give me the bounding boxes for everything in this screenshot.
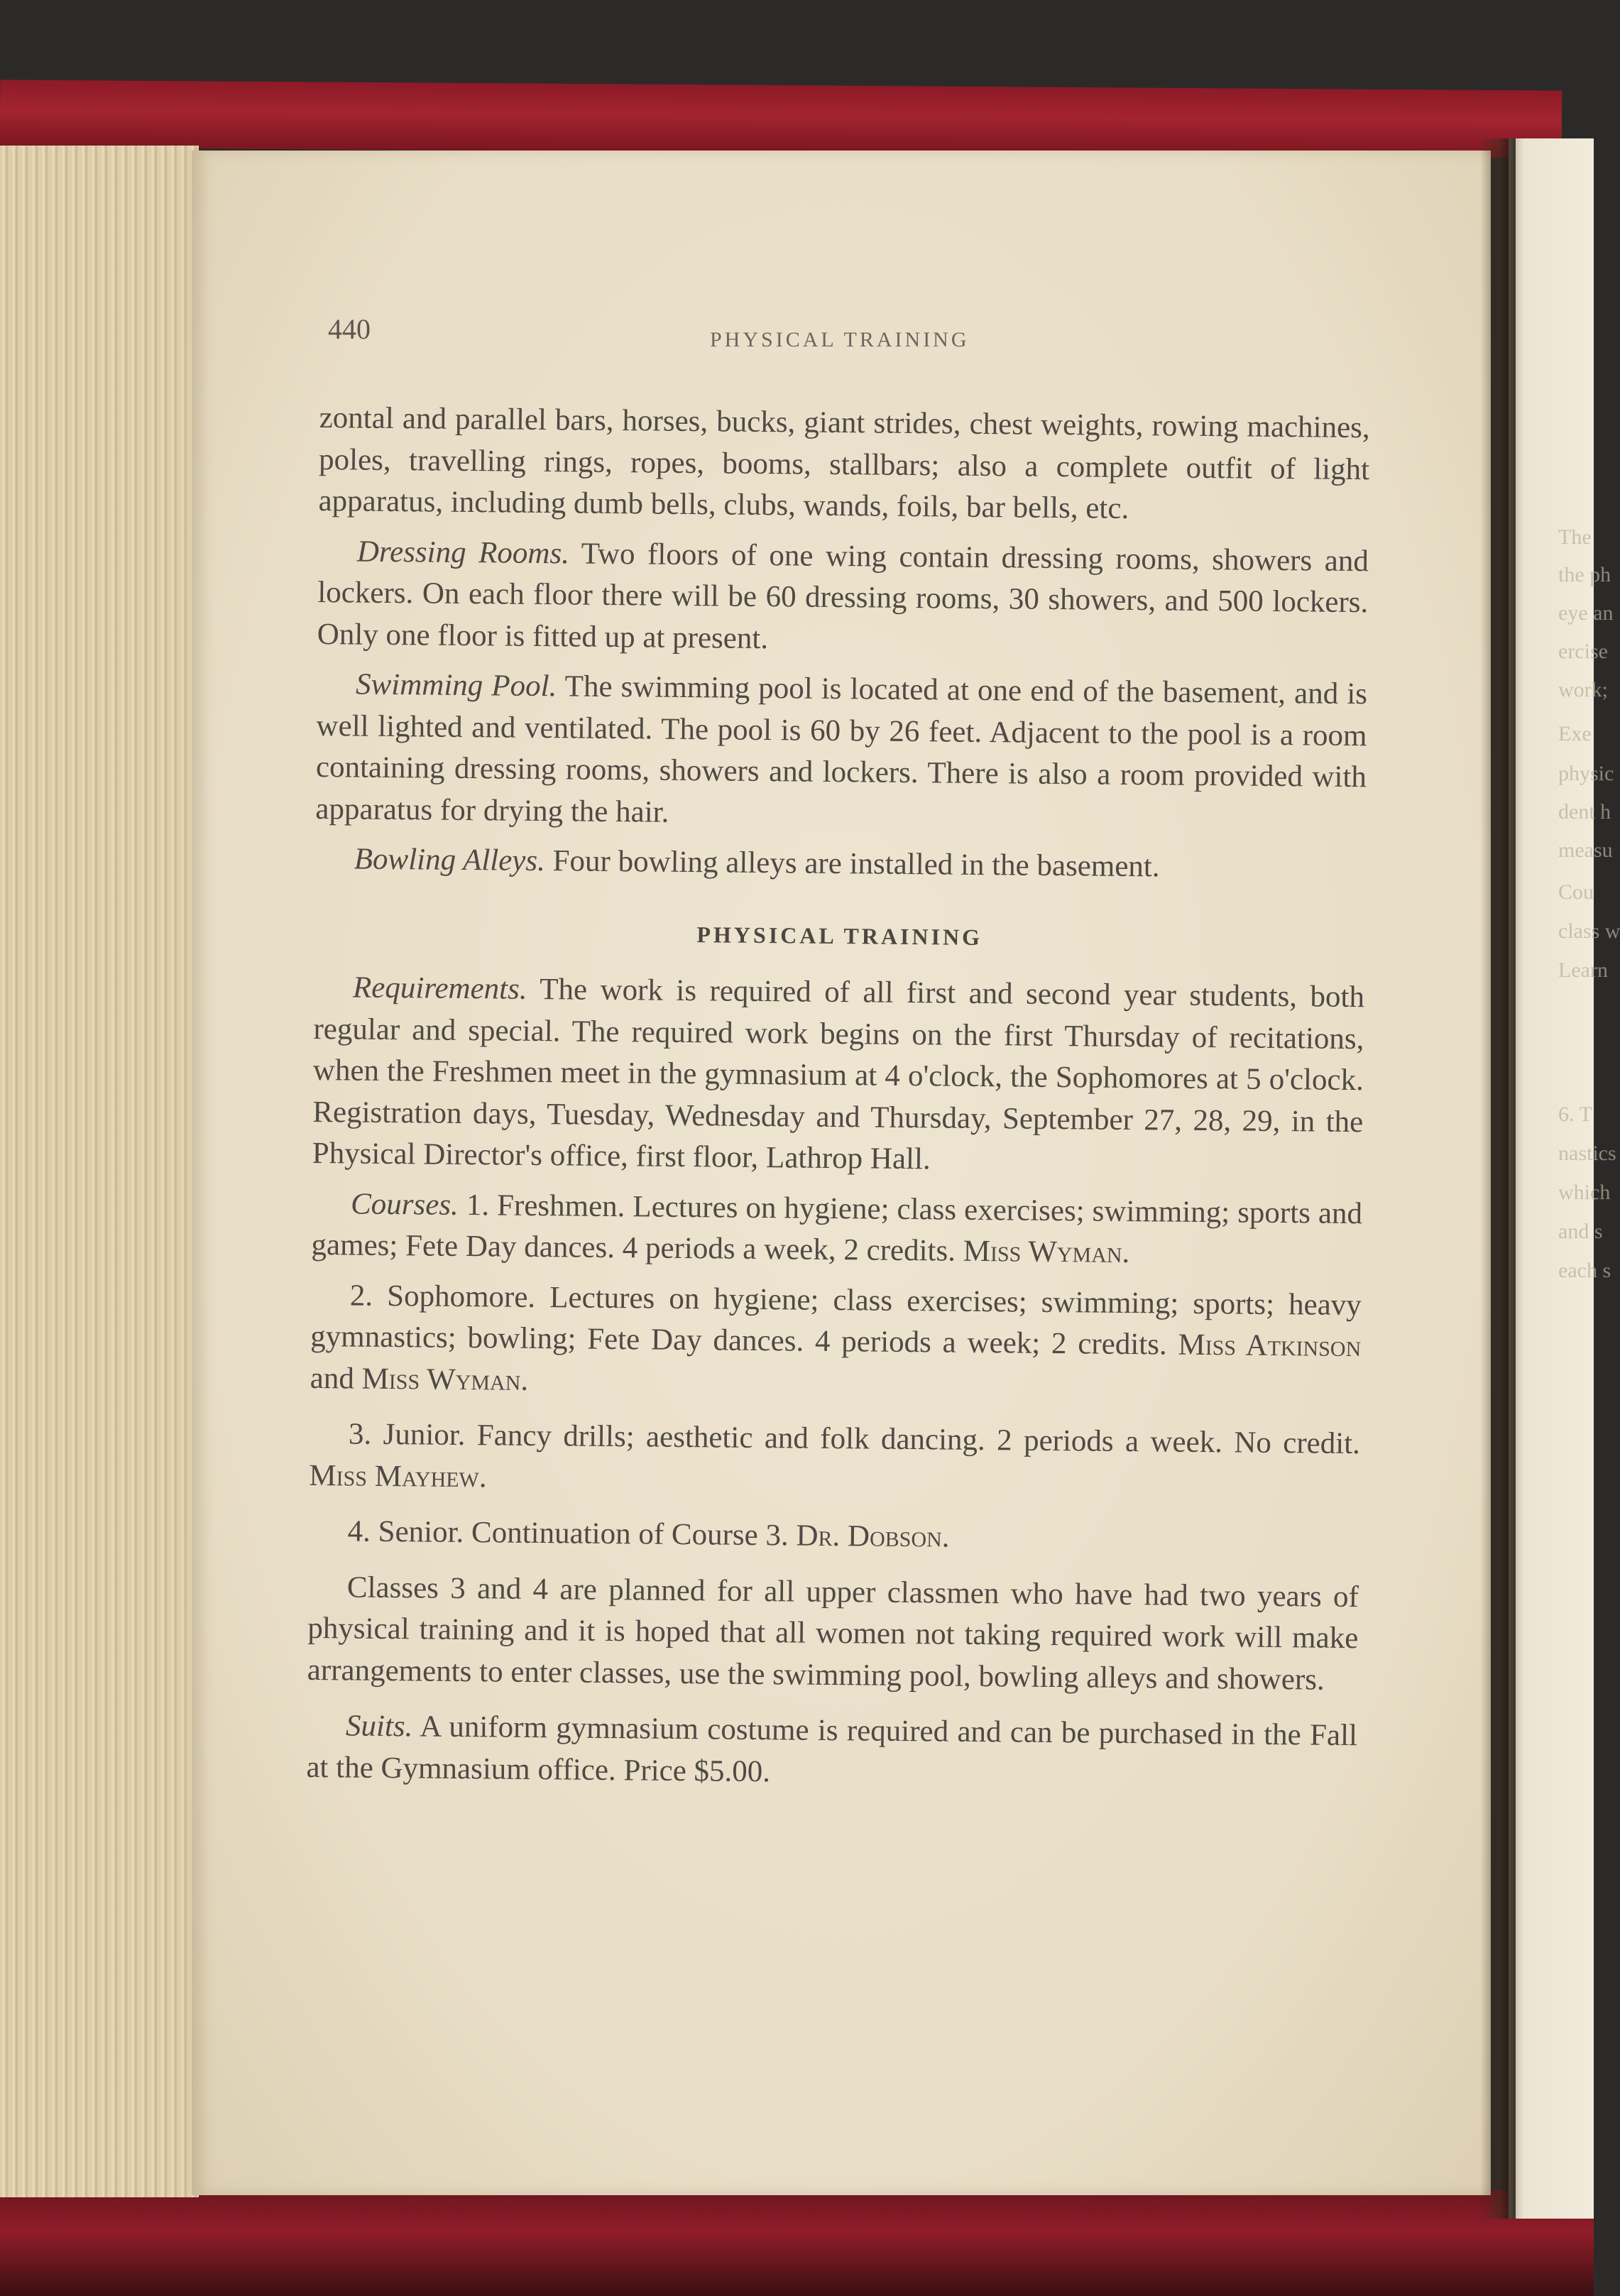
facing-fragment: dent h <box>1558 800 1611 824</box>
paragraph-text: The swimming pool is located at one end of the basement, and is well lighted and ventilated. The pool is 60 by 26 feet. Adjacent to the pool is a room containing dressing rooms, showers and lockers. There is also a room provided with apparatus for drying the hair. <box>315 669 1368 829</box>
paragraph-suits <box>306 1705 1357 1798</box>
red-cover-bottom <box>0 2190 1594 2296</box>
facing-fragment: nastics <box>1558 1142 1616 1165</box>
paragraph-text: 2. Sophomore. Lectures on hygiene; class exercises; swimming; sports; heavy gymnastics; bowling; Fete Day dances. 4 periods a week; 2 credits. <box>310 1278 1362 1362</box>
instructor-name: Miss Mayhew. <box>309 1458 487 1494</box>
paragraph-bowling-alleys <box>314 838 1365 890</box>
facing-fragment: Exe <box>1558 722 1592 745</box>
conjunction: and <box>310 1361 355 1396</box>
facing-fragment: ercise <box>1558 640 1608 663</box>
red-cover-top <box>0 80 1562 158</box>
paragraph-swimming-pool <box>315 664 1367 840</box>
page-number: 440 <box>328 313 371 345</box>
paragraph-text: 3. Junior. Fancy drills; aesthetic and folk dancing. 2 periods a week. No credit. <box>348 1417 1361 1461</box>
facing-page <box>1509 138 1620 2219</box>
facing-fragment: and s <box>1558 1220 1603 1243</box>
run-in-heading: Suits. <box>345 1709 413 1744</box>
paragraph-text: The work is required of all first and second year students, both regular and special. The required work begins on the first Thursday of recitations, when the Freshmen meet in the gymnasium at 4 o'clock, the Sophomores at 5 o'clock. Registration days, Tuesday, Wednesday and Thursday, September 27, 28, 29, in the Physical Director's office, first floor, Lathrop Hall. <box>312 973 1365 1176</box>
instructor-name: Miss Wyman. <box>361 1362 529 1397</box>
paragraph-text: Four bowling alleys are installed in the basement. <box>552 844 1160 884</box>
run-in-heading: Swimming Pool. <box>355 667 557 704</box>
paragraph-requirements <box>312 967 1364 1185</box>
section-heading: PHYSICAL TRAINING <box>696 921 983 950</box>
paragraph-text: Two floors of one wing contain dressing rooms, showers and lockers. On each floor there will be 60 dressing rooms, 30 showers, and 500 lockers. Only one floor is fitted up at present. <box>317 537 1369 655</box>
page-stack-edge <box>0 146 199 2197</box>
page-body <box>306 398 1370 1798</box>
paragraph-sophomore <box>310 1274 1362 1409</box>
facing-fragment: 6. T <box>1558 1103 1592 1126</box>
instructor-name: Miss Wyman. <box>963 1234 1130 1270</box>
instructor-name: Miss Atkinson <box>1178 1328 1362 1364</box>
paragraph-text: 4. Senior. Continuation of Course 3. <box>347 1514 789 1553</box>
paragraph-senior <box>308 1511 1359 1563</box>
run-in-heading: Courses. <box>350 1186 459 1222</box>
run-in-heading: Dressing Rooms. <box>356 535 570 570</box>
run-in-heading: Bowling Alleys. <box>354 842 546 878</box>
running-head: PHYSICAL TRAINING <box>710 328 970 351</box>
facing-fragment: which <box>1558 1181 1611 1204</box>
facing-fragment: class w <box>1558 919 1620 943</box>
facing-fragment: The <box>1558 525 1592 549</box>
paragraph-junior <box>309 1414 1360 1507</box>
paragraph-classes: Classes 3 and 4 are planned for all upper classmen who have had two years of physical training and it is hoped that all women not taking required work will make arrangements to enter classes, use the swimming pool, bowling alleys and showers. <box>307 1570 1359 1697</box>
paragraph-text: 1. Freshmen. Lectures on hygiene; class exercises; swimming; sports and games; Fete Day dances. 4 periods a week, 2 credits. <box>311 1188 1363 1268</box>
run-in-heading: Requirements. <box>352 971 527 1006</box>
facing-fragment: Cou <box>1558 880 1594 904</box>
instructor-name: Dr. Dobson. <box>796 1519 950 1554</box>
facing-fragment: each s <box>1558 1259 1611 1282</box>
facing-fragment: physic <box>1558 762 1614 785</box>
paragraph-text: A uniform gymnasium costume is required and can be purchased in the Fall at the Gymnasium office. Price $5.00. <box>306 1710 1358 1788</box>
facing-fragment: measu <box>1558 838 1613 862</box>
facing-fragment: eye an <box>1558 601 1614 625</box>
paragraph-dressing-rooms <box>317 530 1369 665</box>
facing-fragment: Learn <box>1558 958 1608 982</box>
facing-fragment: work; <box>1558 678 1608 701</box>
paragraph-courses <box>311 1183 1362 1276</box>
facing-fragment: the ph <box>1558 563 1611 586</box>
paragraph: zontal and parallel bars, horses, bucks, giant strides, chest weights, rowing machines, poles, travelling rings, ropes, booms, stallbars; also a complete outfit of light apparatus, including dumb bells, clubs, wands, foils, bar bells, etc. <box>318 400 1370 525</box>
gutter-shadow <box>1480 138 1516 2219</box>
